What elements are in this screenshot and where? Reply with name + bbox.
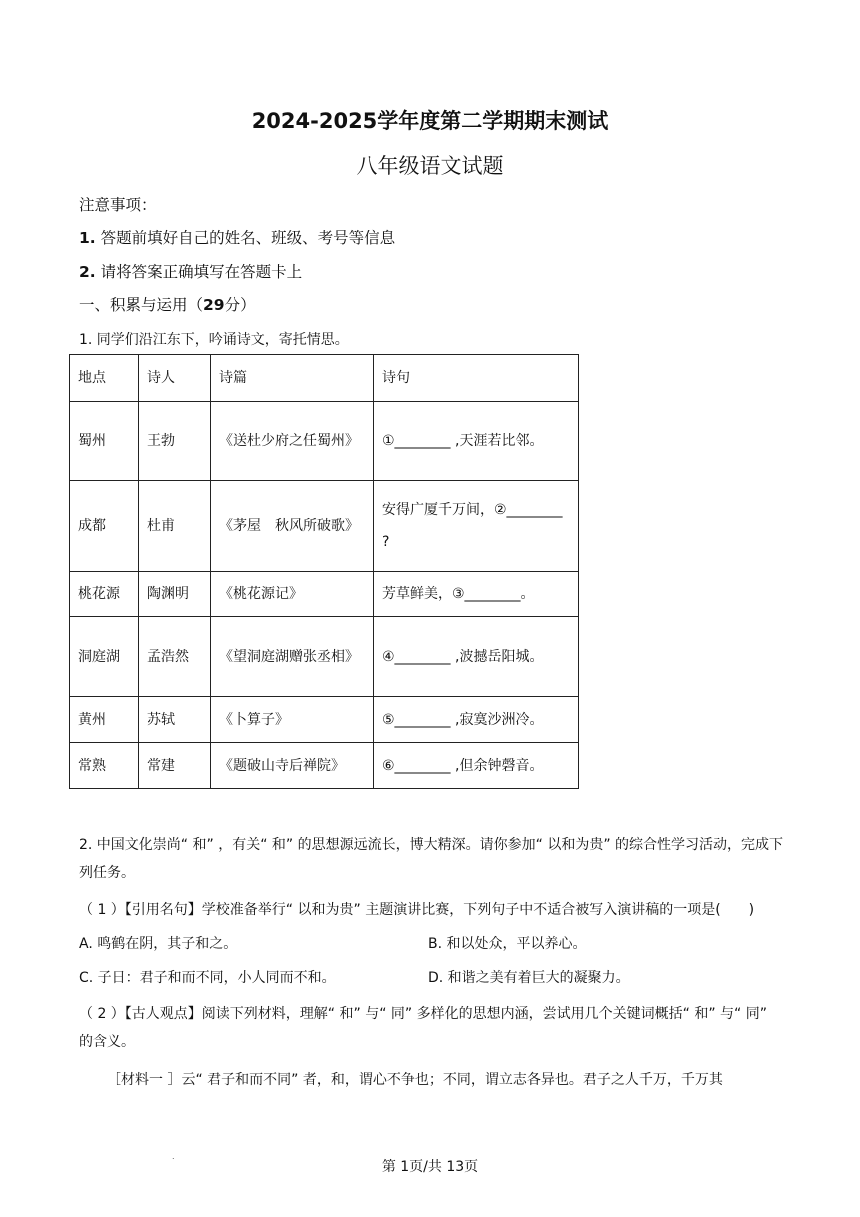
- table-cell: 王勃: [139, 402, 211, 481]
- table-cell: 成都: [70, 481, 139, 572]
- table-row: [70, 697, 579, 743]
- table-cell: 《望洞庭湖赠张丞相》: [211, 617, 374, 697]
- table-cell: ①________ ,天涯若比邻。: [374, 402, 579, 481]
- table-cell: ⑤________ ,寂寞沙洲冷。: [374, 697, 579, 743]
- notice-item-1: [79, 227, 395, 249]
- table-cell: ④________ ,波撼岳阳城。: [374, 617, 579, 697]
- question-2-intro: 2. 中国文化崇尚“ 和” ，有关“ 和” 的思想源远流长，博大精深。请你参加“ 以和为贵” 的综合性学习活动，完成下列任务。: [79, 837, 784, 881]
- table-header-cell: 诗篇: [211, 355, 374, 402]
- table-cell: 芳草鲜美，③________。: [374, 572, 579, 617]
- notice-item-1-number: 1.: [79, 229, 96, 247]
- question-2-subquestion-1: （ 1 ）【引用名句】学校准备举行“ 以和为贵” 主题演讲比赛，下列句子中不适合被写入演讲稿的一项是( ): [79, 902, 755, 918]
- option-a: A. 鸣鹤在阴，其子和之。: [79, 936, 238, 952]
- table-cell: 陶渊明: [139, 572, 211, 617]
- section-1-prefix: 一、积累与运用（: [79, 296, 204, 314]
- section-1-heading: [79, 294, 256, 316]
- notice-heading: 注意事项：: [79, 196, 157, 214]
- poem-table: [69, 354, 579, 789]
- notice-item-2: [79, 261, 302, 283]
- table-cell: 桃花源: [70, 572, 139, 617]
- table-row: [70, 481, 579, 572]
- question-1-prompt: 1. 同学们沿江东下，吟诵诗文，寄托情思。: [79, 332, 349, 348]
- table-row: [70, 743, 579, 789]
- table-header-cell: 诗句: [374, 355, 579, 402]
- table-row: [70, 617, 579, 697]
- table-cell: 蜀州: [70, 402, 139, 481]
- table-cell: 《桃花源记》: [211, 572, 374, 617]
- option-d: D. 和谐之美有着巨大的凝聚力。: [428, 970, 630, 986]
- table-cell: 常建: [139, 743, 211, 789]
- table-cell: 安得广厦千万间，②________ ?: [374, 481, 579, 572]
- material-1: ［材料一 ］云“ 君子和而不同” 者，和，谓心不争也；不同，谓立志各异也。君子之人千万，千万其: [107, 1072, 723, 1088]
- page-footer: 第 1页/共 13页: [381, 1159, 479, 1175]
- table-cell: 《送杜少府之任蜀州》: [211, 402, 374, 481]
- table-cell: 孟浩然: [139, 617, 211, 697]
- exam-title: 2024-2025学年度第二学期期末测试: [251, 109, 609, 133]
- question-2-subquestion-2: （ 2 ）【古人观点】阅读下列材料，理解“ 和” 与“ 同” 多样化的思想内涵，尝试用几个关键词概括“ 和” 与“ 同” 的含义。: [79, 1006, 767, 1050]
- table-row: [70, 402, 579, 481]
- notice-item-1-text: 答题前填好自己的姓名、班级、考号等信息: [100, 229, 396, 247]
- exam-subtitle: 八年级语文试题: [356, 154, 504, 178]
- option-c: C. 子日：君子和而不同，小人同而不和。: [79, 970, 336, 986]
- notice-item-2-number: 2.: [79, 263, 96, 281]
- table-cell: ⑥________ ,但余钟磬音。: [374, 743, 579, 789]
- section-1-score: 29: [203, 296, 225, 314]
- table-cell: 《卜算子》: [211, 697, 374, 743]
- table-header-cell: 地点: [70, 355, 139, 402]
- table-cell: 《题破山寺后禅院》: [211, 743, 374, 789]
- stray-mark: .: [172, 1152, 175, 1161]
- table-cell: 黄州: [70, 697, 139, 743]
- table-cell: 洞庭湖: [70, 617, 139, 697]
- table-cell: 苏轼: [139, 697, 211, 743]
- table-header-cell: 诗人: [139, 355, 211, 402]
- table-cell: 《茅屋 秋风所破歌》: [211, 481, 374, 572]
- notice-item-2-text: 请将答案正确填写在答题卡上: [100, 263, 303, 281]
- table-header-row: [70, 355, 579, 402]
- section-1-suffix: 分）: [224, 296, 256, 314]
- table-row: [70, 572, 579, 617]
- table-cell: 杜甫: [139, 481, 211, 572]
- option-b: B. 和以处众，平以养心。: [428, 936, 587, 952]
- table-cell: 常熟: [70, 743, 139, 789]
